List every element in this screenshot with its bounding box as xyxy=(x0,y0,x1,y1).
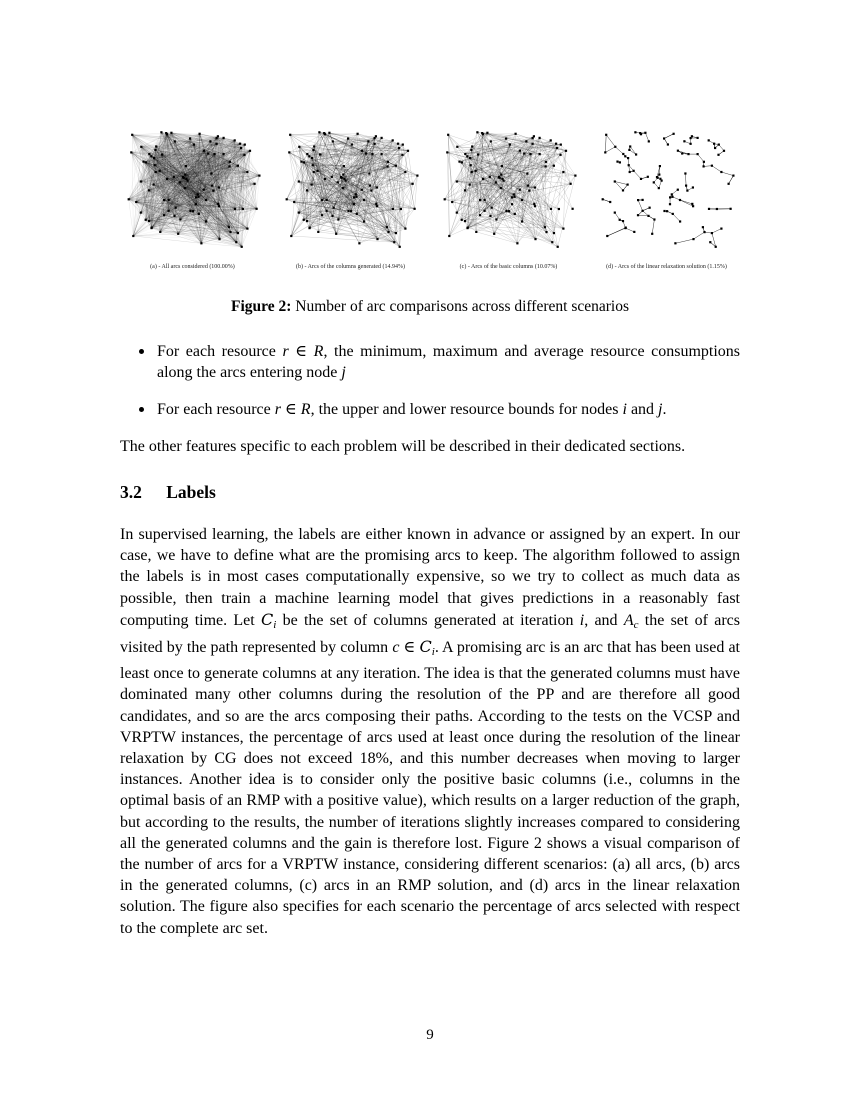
network-graph-a xyxy=(118,125,267,258)
after-bullets-paragraph: The other features specific to each problem will be described in their dedicated sections. xyxy=(120,438,686,455)
section-number: 3.2 xyxy=(120,482,142,502)
figure-panel-a xyxy=(118,125,267,271)
figure-panels xyxy=(118,125,742,271)
figure-caption xyxy=(120,297,740,317)
figure-caption-text: Number of arc comparisons across different scenarios xyxy=(295,298,629,315)
panel-caption-a: (a) - All arcs considered (100.00%) xyxy=(150,264,235,270)
list-item xyxy=(120,341,740,383)
figure-panel-c xyxy=(434,125,583,271)
network-graph-c xyxy=(434,125,583,258)
panel-caption-d: (d) - Arcs of the linear relaxation solution (1.15%) xyxy=(606,264,727,270)
list-item xyxy=(120,399,740,420)
panel-caption-b: (b) - Arcs of the columns generated (14.94%) xyxy=(296,264,405,270)
body-paragraph: In supervised learning, the labels are either known in advance or assigned by an expert. In our case, we have to define what are the promising arcs to keep. The algorithm followed to assign the labels is in most cases computationally expensive, so we try to collect as much data as possible, then train a machine learning model that gives predictions in a reasonably fast computing time. Let $C_i$ be the set of columns generated at iteration i, and $A_c$ the set of arcs visited by the path represented by column c ∈ $C_i$. A promising arc is an arc that has been used at least once to generate columns at any iteration. The idea is that the generated columns must have dominated many other columns during the resolution of the PP and are therefore all good candidates, and so are the arcs composing their paths. According to the tests on the VCSP and VRPTW instances, the percentage of arcs used at least once during the resolution of the linear relaxation by CG does not exceed 18%, and this number decreases when moving to larger instances. Another idea is to consider only the positive basic columns (i.e., columns in the optimal basis of an RMP with a positive value), which results on a larger reduction of the graph, but according to the results, the number of iterations slightly increases compared to considering all the generated columns and the gain is therefore lost. Figure 2 shows a visual comparison of the number of arcs for a VRPTW instance, considering different scenarios: (a) all arcs, (b) arcs in the generated columns, (c) arcs in an RMP solution, and (d) arcs in the linear relaxation solution. The figure also specifies for each scenario the percentage of arcs selected with respect to the complete arc set. xyxy=(120,526,741,937)
bullet-list xyxy=(120,341,740,436)
panel-caption-c: (c) - Arcs of the basic columns (10.07%) xyxy=(459,264,558,270)
bullet-icon xyxy=(139,349,144,354)
section-title: Labels xyxy=(166,482,216,502)
bullet-icon xyxy=(139,407,144,412)
bullet-text: For each resource r ∈ R, the upper and lower resource bounds for nodes i and j. xyxy=(157,401,667,418)
network-graph-b xyxy=(276,125,425,258)
figure-label: Figure 2: xyxy=(230,298,292,315)
page-number: 9 xyxy=(426,1027,434,1043)
figure-panel-b xyxy=(276,125,425,271)
network-graph-d xyxy=(592,125,741,258)
section-heading xyxy=(120,482,740,503)
figure-panel-d xyxy=(592,125,741,271)
bullet-text: For each resource r ∈ R, the minimum, maximum and average resource consumptions along the arcs entering node j xyxy=(157,343,740,381)
figure-2 xyxy=(118,125,742,271)
